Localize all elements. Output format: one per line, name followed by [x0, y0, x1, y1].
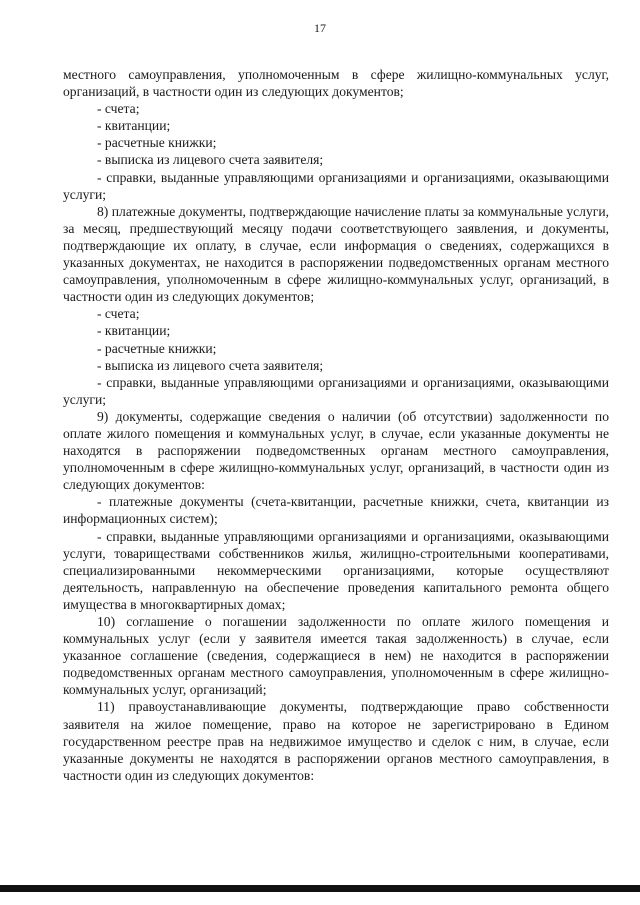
paragraph: - платежные документы (счета-квитанции, расчетные книжки, счета, квитанции из информационных систем);	[63, 494, 609, 527]
list-item: - выписка из лицевого счета заявителя;	[97, 152, 324, 168]
paragraph: 11) правоустанавливающие документы, подтверждающие право собственности заявителя на жилое помещение, право на которое не зарегистрировано в Едином государственном реестре прав на недвижимое имущество и сделок с ним, в случае, если указанные документы не находятся в распоряжении органов местного самоуправления, в частности один из следующих документов:	[63, 699, 609, 783]
paragraph: местного самоуправления, уполномоченным в сфере жилищно-коммунальных услуг, организаций, в частности один из следующих документов;	[63, 67, 609, 100]
paragraph: 9) документы, содержащие сведения о наличии (об отсутствии) задолженности по оплате жилого помещения и коммунальных услуг, в случае, если указанные документы не находятся в распоряжении подведомственных органам местного самоуправления, уполномоченным в сфере жилищно-коммунальных услуг, организаций, в частности один из следующих документов:	[63, 408, 609, 493]
paragraph: 10) соглашение о погашении задолженности по оплате жилого помещения и коммунальных услуг (если у заявителя имеется такая задолженность) в случае, если указанное соглашение (сведения, содержащиеся в нем) не находится в распоряжении подведомственных органам местного самоуправления, уполномоченным в сфере жилищно-коммунальных услуг, организаций;	[63, 614, 609, 698]
list-item: - квитанции;	[97, 118, 171, 134]
document-body	[63, 66, 609, 784]
list-item: - расчетные книжки;	[97, 135, 217, 151]
list-item: - расчетные книжки;	[97, 340, 217, 356]
paragraph: - справки, выданные управляющими организациями и организациями, оказывающими услуги;	[63, 374, 609, 407]
list-item: - квитанции;	[97, 323, 171, 339]
list-item: - счета;	[97, 306, 140, 322]
paragraph: 8) платежные документы, подтверждающие начисление платы за коммунальные услуги, за месяц, предшествующий месяцу подачи соответствующего заявления, и документы, подтверждающие их оплату, в случае, если информация о сведениях, содержащихся в указанных документах, не находится в распоряжении подведомственных органам местного самоуправления, уполномоченным в сфере жилищно-коммунальных услуг, организаций, в частности один из следующих документов;	[63, 203, 609, 305]
page-number: 17	[314, 21, 326, 35]
bottom-border-line	[0, 885, 640, 892]
list-item: - счета;	[97, 101, 140, 117]
list-item: - выписка из лицевого счета заявителя;	[97, 357, 324, 373]
paragraph: - справки, выданные управляющими организациями и организациями, оказывающими услуги;	[63, 169, 609, 202]
paragraph: - справки, выданные управляющими организациями и организациями, оказывающими услуги, товариществами собственников жилья, жилищно-строительными кооперативами, специализированными некоммерческими организациями, которые осуществляют деятельность, направленную на обеспечение проведения капитального ремонта общего имущества в многоквартирных домах;	[63, 528, 609, 612]
